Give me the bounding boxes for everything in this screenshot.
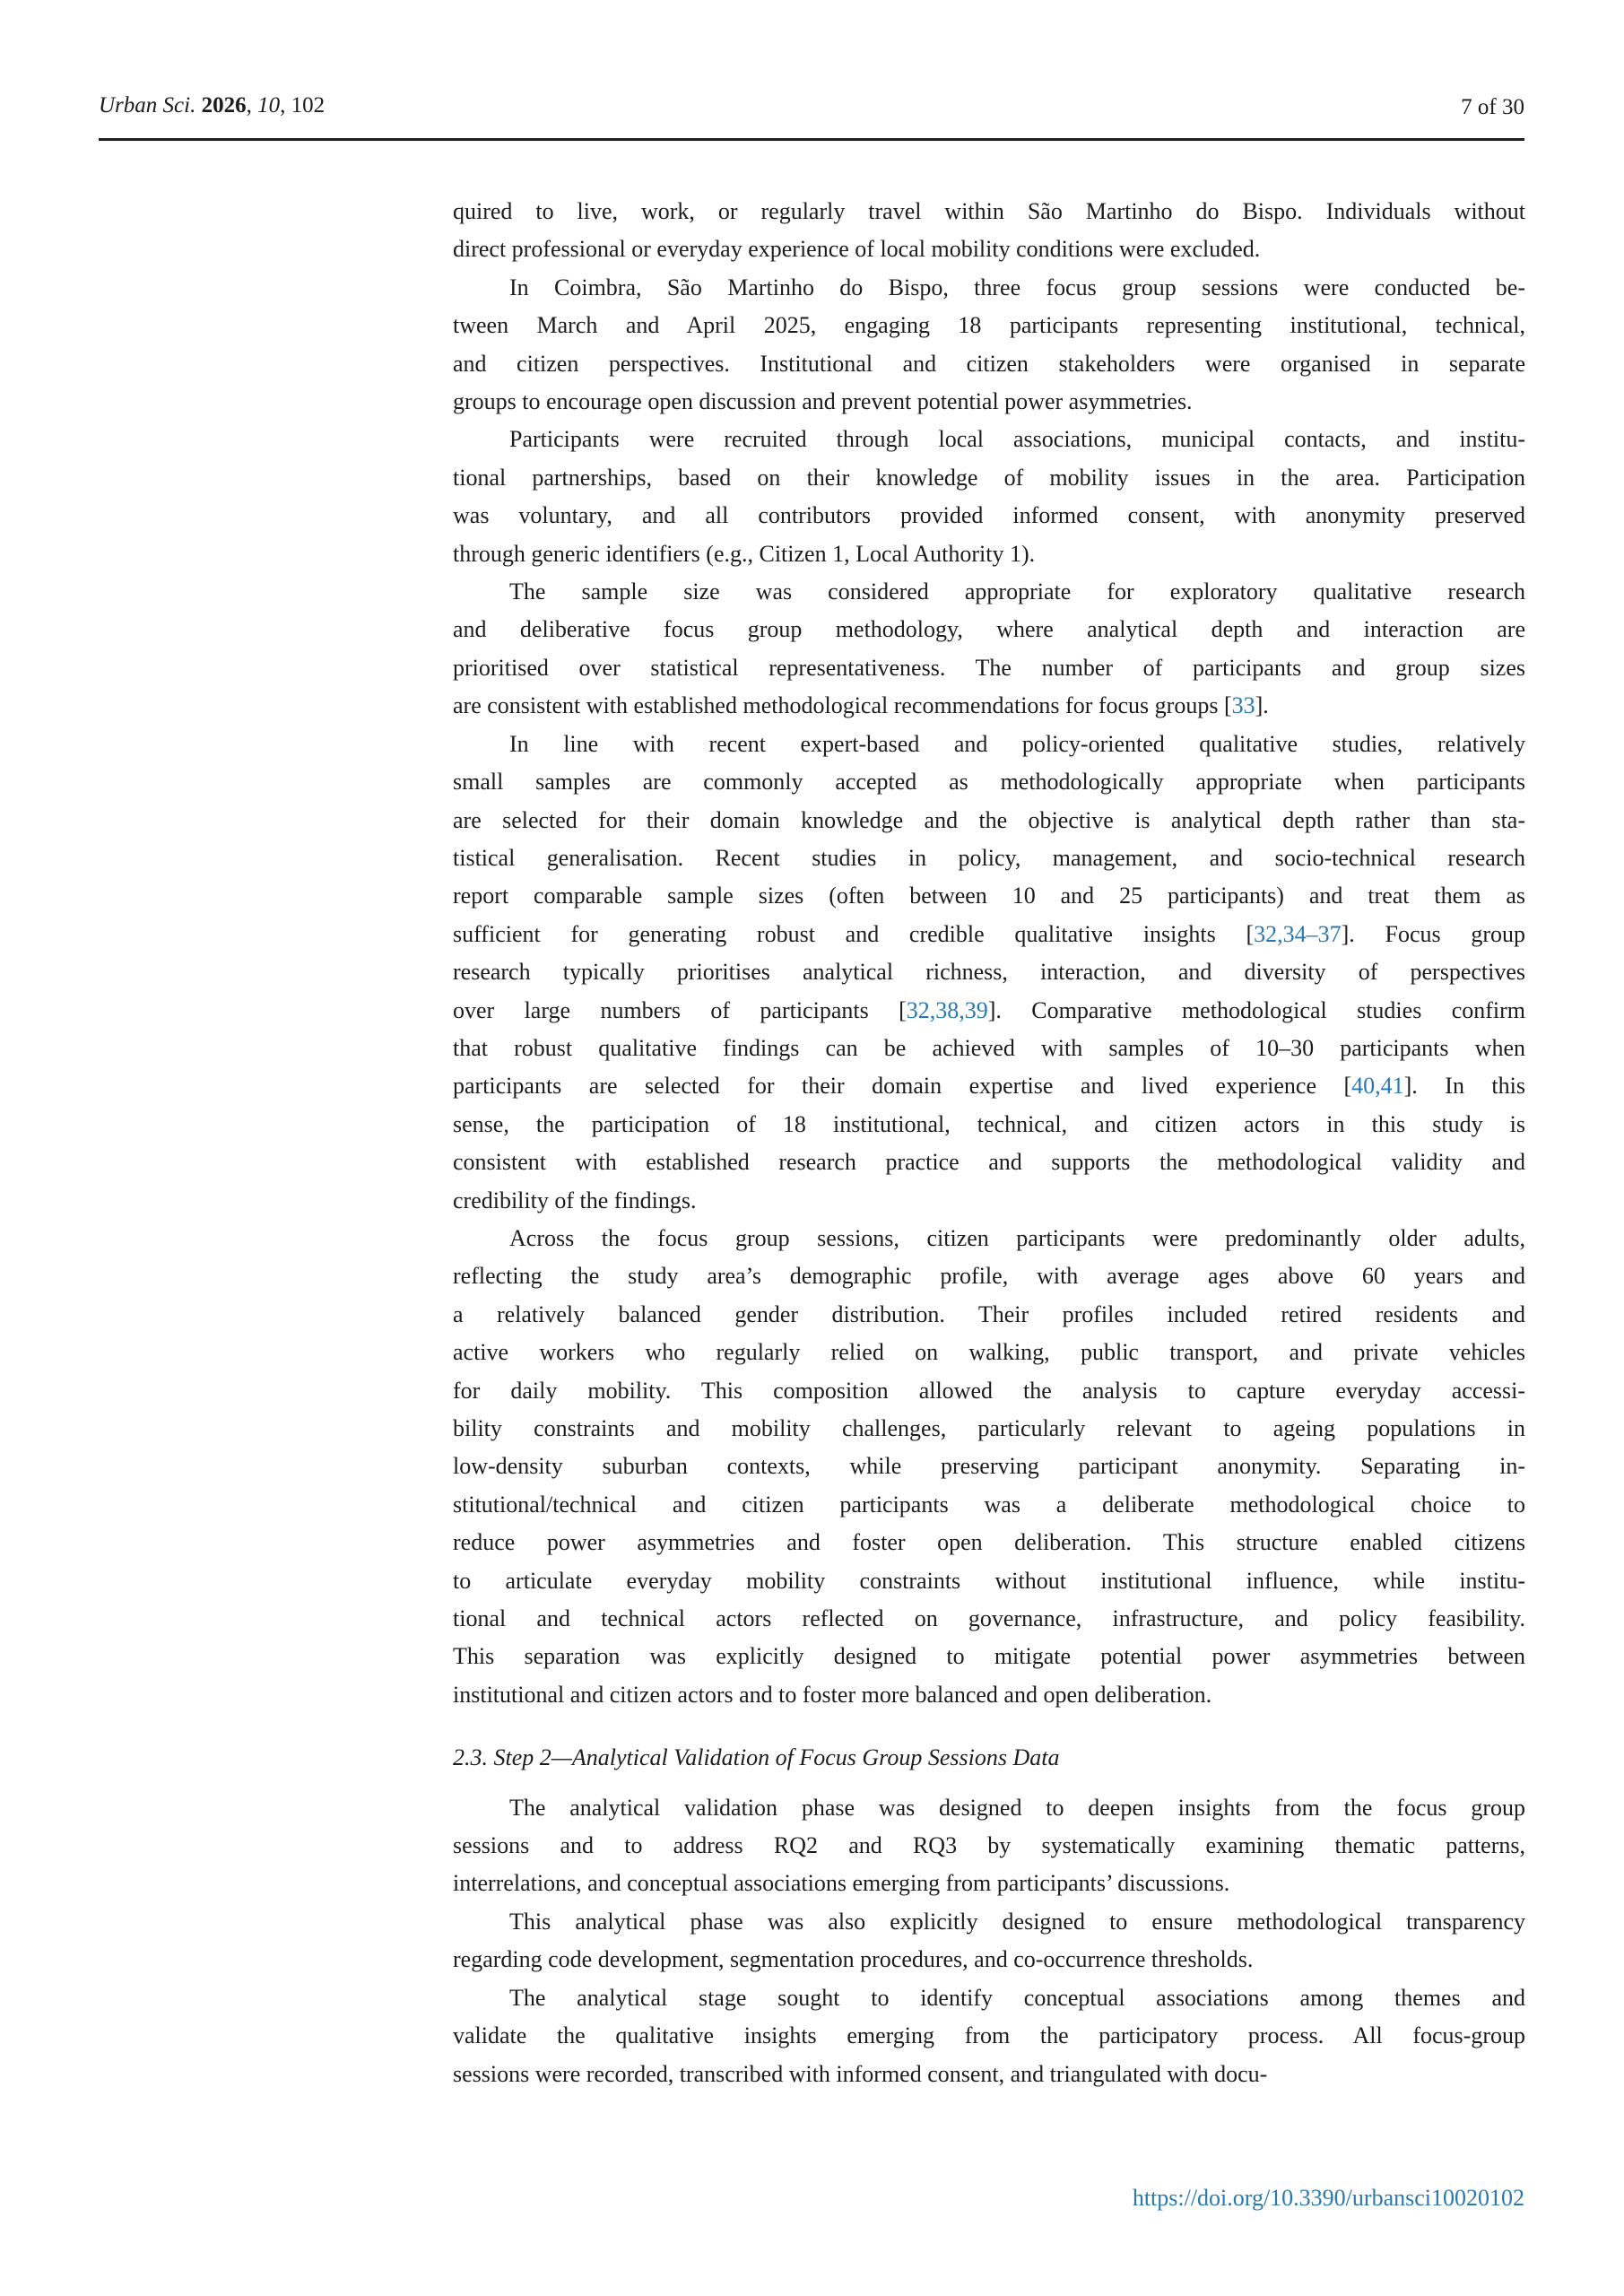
text-line: The sample size was considered appropriate for exploratory qualitative research: [509, 578, 1525, 605]
paragraph: [453, 421, 1525, 573]
citation-link[interactable]: 32,34–37: [1254, 920, 1342, 947]
paragraph: [453, 1979, 1525, 2093]
text-line: over large numbers of participants [32,38,39]. Comparative methodological studies confirm: [453, 996, 1525, 1023]
text-line: sufficient for generating robust and credible qualitative insights [32,34–37]. Focus group: [453, 920, 1526, 947]
body-column: [453, 193, 1525, 2093]
paragraph: [453, 573, 1525, 726]
page-number: 7 of 30: [1461, 95, 1524, 119]
journal-name: Urban Sci.: [99, 93, 202, 117]
text-line: consistent with established research practice and supports the methodological validity and: [453, 1149, 1525, 1176]
paragraph: [453, 1903, 1525, 1979]
text-line: for daily mobility. This composition allowed the analysis to capture everyday accessi-: [453, 1377, 1525, 1404]
header-rule: [99, 138, 1524, 141]
running-head-citation: [99, 93, 325, 118]
text-line: and deliberative focus group methodology, where analytical depth and interaction are: [453, 616, 1525, 643]
text-line: reduce power asymmetries and foster open deliberation. This structure enabled citizens: [453, 1529, 1525, 1556]
paragraph: [453, 1789, 1525, 1903]
text-line: The analytical validation phase was designed to deepen insights from the focus group: [509, 1794, 1525, 1821]
paragraph: [453, 726, 1525, 1220]
text-line: The analytical stage sought to identify conceptual associations among themes and: [509, 1984, 1525, 2011]
text-line: regarding code development, segmentation procedures, and co-occurrence thresholds.: [453, 1946, 1254, 1973]
text-line: small samples are commonly accepted as methodologically appropriate when participants: [453, 769, 1525, 796]
text-line: was voluntary, and all contributors provided informed consent, with anonymity preserved: [453, 502, 1525, 529]
text-line: This analytical phase was also explicitly designed to ensure methodological transparency: [509, 1908, 1525, 1935]
text-line: active workers who regularly relied on walking, public transport, and private vehicles: [453, 1339, 1525, 1366]
text-line: Across the focus group sessions, citizen participants were predominantly older adults,: [509, 1224, 1525, 1251]
text-line: and citizen perspectives. Institutional and citizen stakeholders were organised in separate: [453, 350, 1525, 377]
text-line: sense, the participation of 18 institutional, technical, and citizen actors in this study is: [453, 1110, 1525, 1137]
text-line: research typically prioritises analytical richness, interaction, and diversity of perspectives: [453, 959, 1525, 986]
paragraph: [453, 269, 1525, 422]
text-line: to articulate everyday mobility constraints without institutional influence, while institu-: [453, 1567, 1525, 1594]
text-line: bility constraints and mobility challenges, particularly relevant to ageing populations in: [453, 1415, 1525, 1441]
text-line: tional partnerships, based on their knowledge of mobility issues in the area. Participation: [453, 464, 1525, 491]
paragraph: [453, 1220, 1525, 1714]
text-line: Participants were recruited through local associations, municipal contacts, and institu-: [509, 426, 1525, 453]
text-line: tional and technical actors reflected on governance, infrastructure, and policy feasibility.: [453, 1605, 1525, 1632]
text-line: interrelations, and conceptual associations emerging from participants’ discussions.: [453, 1870, 1230, 1897]
text-line: validate the qualitative insights emerging from the participatory process. All focus-group: [453, 2022, 1525, 2049]
text-line: credibility of the findings.: [453, 1187, 697, 1213]
text-line: direct professional or everyday experience of local mobility conditions were excluded.: [453, 236, 1261, 263]
text-line: are consistent with established methodological recommendations for focus groups [33].: [453, 692, 1269, 719]
text-line: are selected for their domain knowledge and the objective is analytical depth rather than sta-: [453, 806, 1525, 833]
separator: ,: [280, 93, 291, 117]
paragraph: [453, 193, 1525, 269]
section-heading: 2.3. Step 2—Analytical Validation of Focus Group Sessions Data: [453, 1744, 1060, 1771]
citation-link[interactable]: 32,38,39: [906, 996, 988, 1023]
article-number: 102: [291, 93, 326, 117]
text-line: tween March and April 2025, engaging 18 participants representing institutional, technical,: [453, 312, 1525, 339]
text-line: This separation was explicitly designed to mitigate potential power asymmetries between: [453, 1643, 1525, 1670]
separator: ,: [246, 93, 258, 117]
text-line: a relatively balanced gender distribution. Their profiles included retired residents and: [453, 1300, 1525, 1327]
doi-link[interactable]: https://doi.org/10.3390/urbansci10020102: [1132, 2185, 1524, 2211]
text-line: In line with recent expert-based and policy-oriented qualitative studies, relatively: [509, 730, 1525, 757]
text-line: sessions and to address RQ2 and RQ3 by systematically examining thematic patterns,: [453, 1832, 1525, 1859]
text-line: low-density suburban contexts, while preserving participant anonymity. Separating in-: [453, 1453, 1525, 1480]
text-line: participants are selected for their domain expertise and lived experience [40,41]. In this: [453, 1073, 1525, 1100]
text-line: institutional and citizen actors and to foster more balanced and open deliberation.: [453, 1681, 1212, 1708]
text-line: report comparable sample sizes (often between 10 and 25 participants) and treat them as: [453, 883, 1525, 909]
text-line: that robust qualitative findings can be achieved with samples of 10–30 participants when: [453, 1034, 1525, 1061]
text-line: reflecting the study area’s demographic profile, with average ages above 60 years and: [453, 1263, 1525, 1290]
text-line: sessions were recorded, transcribed with informed consent, and triangulated with docu-: [453, 2060, 1268, 2087]
citation-link[interactable]: 33: [1231, 692, 1255, 719]
citation-link[interactable]: 40,41: [1351, 1073, 1404, 1100]
text-line: stitutional/technical and citizen participants was a deliberate methodological choice to: [453, 1491, 1525, 1518]
text-line: tistical generalisation. Recent studies in policy, management, and socio-technical research: [453, 844, 1525, 871]
text-line: groups to encourage open discussion and prevent potential power asymmetries.: [453, 388, 1193, 415]
publication-year: 2026: [201, 93, 247, 117]
text-line: through generic identifiers (e.g., Citizen 1, Local Authority 1).: [453, 540, 1036, 567]
text-line: quired to live, work, or regularly travel within São Martinho do Bispo. Individuals without: [453, 198, 1525, 224]
text-line: In Coimbra, São Martinho do Bispo, three focus group sessions were conducted be-: [509, 274, 1525, 300]
footer: [1133, 2185, 1524, 2212]
volume-number: 10: [257, 93, 281, 117]
text-line: prioritised over statistical representativeness. The number of participants and group sizes: [453, 654, 1525, 681]
